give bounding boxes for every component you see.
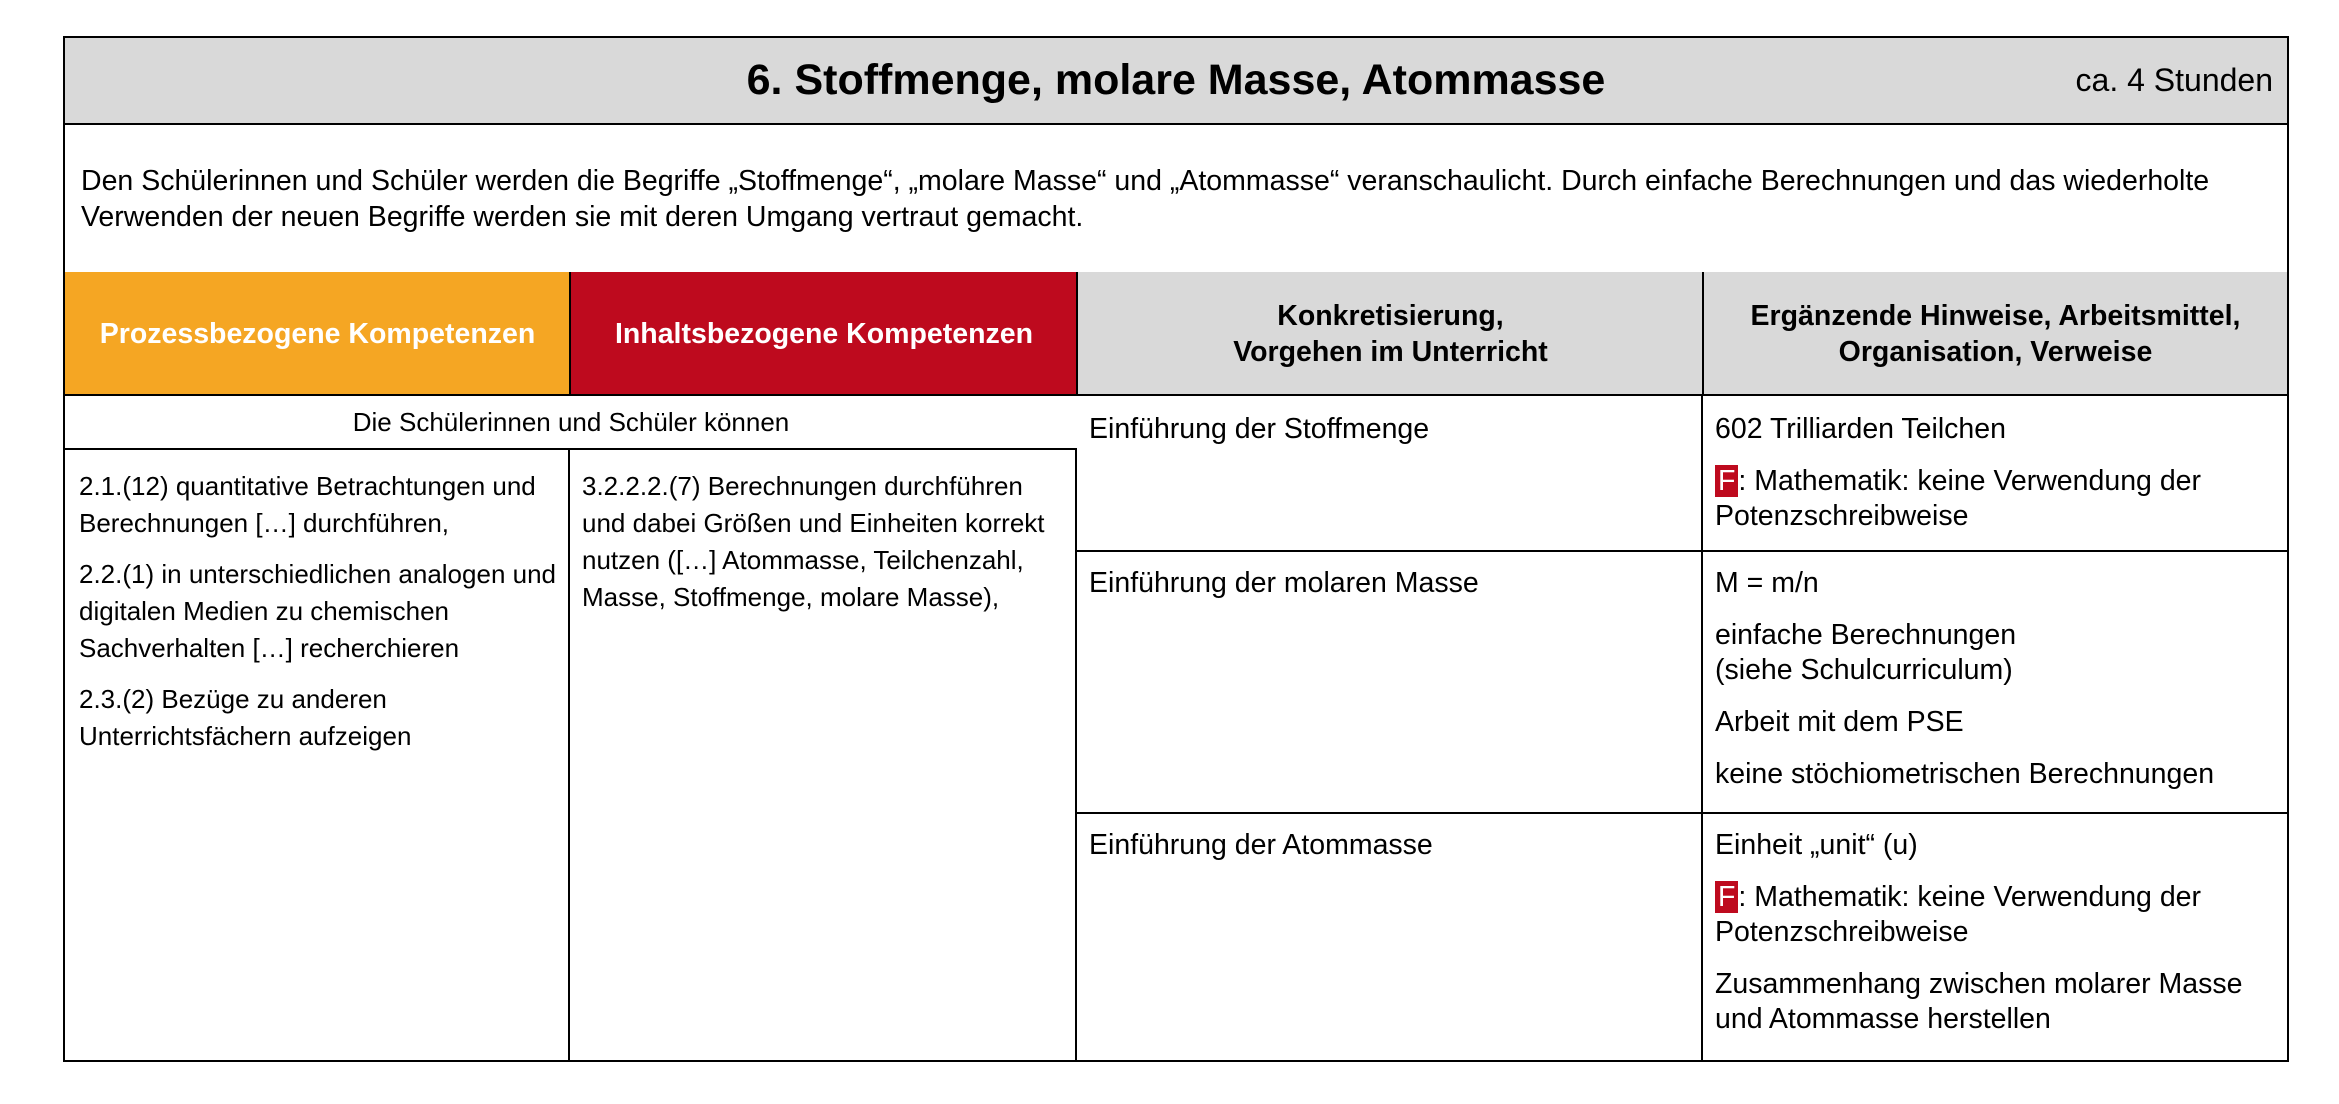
note-group xyxy=(1715,618,2275,688)
subject-badge: F xyxy=(1715,881,1738,913)
note-text: Arbeit mit dem PSE xyxy=(1715,706,1964,738)
note-text: einfache Berechnungen xyxy=(1715,619,2017,651)
note-text: Einheit „unit“ (u) xyxy=(1715,829,1918,861)
concrete-text: Einführung der Stoffmenge xyxy=(1089,413,1430,445)
header-notes xyxy=(1702,272,2289,396)
process-item-1: 2.1.(12) quantitative Betrachtungen und Berechnungen […] durchführen, xyxy=(79,471,536,538)
row-atommasse-notes xyxy=(1701,812,2289,1062)
intro-section xyxy=(63,123,2289,274)
content-item-1: 3.2.2.2.(7) Berechnungen durchführen und dabei Größen und Einheiten korrekt nutzen ([…] Atommasse, Teilchenzahl, Masse, Stoffmenge, molare Masse), xyxy=(582,471,1045,612)
process-item-3: 2.3.(2) Bezüge zu anderen Unterrichtsfächern aufzeigen xyxy=(79,684,412,751)
header-concrete-line1: Konkretisierung, xyxy=(1277,300,1504,332)
header-notes-line2: Organisation, Verweise xyxy=(1838,336,2153,368)
row-molare-masse-notes xyxy=(1701,550,2289,814)
note-text: : Mathematik: keine Verwendung der Potenzschreibweise xyxy=(1715,465,2202,532)
note-text: : Mathematik: keine Verwendung der Potenzschreibweise xyxy=(1715,881,2202,948)
note-text: M = m/n xyxy=(1715,567,1819,599)
header-notes-line1: Ergänzende Hinweise, Arbeitsmittel, xyxy=(1750,300,2241,332)
header-concrete-line2: Vorgehen im Unterricht xyxy=(1233,336,1548,368)
header-concretization xyxy=(1076,272,1703,396)
process-competencies-cell xyxy=(63,448,570,1062)
header-content-competencies xyxy=(569,272,1077,396)
note-subject-reference xyxy=(1715,464,2275,534)
process-item-2: 2.2.(1) in unterschiedlichen analogen und digitalen Medien zu chemischen Sachverhalten […] recherchieren xyxy=(79,559,557,663)
note-text: (siehe Schulcurriculum) xyxy=(1715,654,2013,686)
row-stoffmenge-notes xyxy=(1701,394,2289,552)
subject-badge: F xyxy=(1715,465,1738,497)
header-content-label: Inhaltsbezogene Kompetenzen xyxy=(614,318,1034,350)
page-title: 6. Stoffmenge, molare Masse, Atommasse xyxy=(746,56,1606,104)
concrete-text: Einführung der Atommasse xyxy=(1089,829,1433,861)
note-text: keine stöchiometrischen Berechnungen xyxy=(1715,758,2215,790)
students-can-row xyxy=(63,394,1077,450)
row-atommasse-concrete xyxy=(1075,812,1703,1062)
intro-text: Den Schülerinnen und Schüler werden die Begriffe „Stoffmenge“, „molare Masse“ und „Atommasse“ veranschaulicht. Durch einfache Berechnungen und das wiederholte Verwenden der neuen Begriffe werden sie mit deren Umgang vertraut gemacht. xyxy=(81,165,2210,233)
duration-label: ca. 4 Stunden xyxy=(2075,62,2273,98)
header-process-label: Prozessbezogene Kompetenzen xyxy=(99,318,536,350)
note-text: Zusammenhang zwischen molarer Masse und Atommasse herstellen xyxy=(1715,968,2243,1035)
header-process-competencies xyxy=(63,272,570,396)
note-subject-reference xyxy=(1715,880,2275,950)
students-can-text: Die Schülerinnen und Schüler können xyxy=(352,406,790,437)
content-competencies-cell xyxy=(568,448,1077,1062)
row-molare-masse-concrete xyxy=(1075,550,1703,814)
concrete-text: Einführung der molaren Masse xyxy=(1089,567,1479,599)
row-stoffmenge-concrete xyxy=(1075,394,1703,552)
note-text: 602 Trilliarden Teilchen xyxy=(1715,413,2006,445)
title-bar xyxy=(63,36,2289,125)
